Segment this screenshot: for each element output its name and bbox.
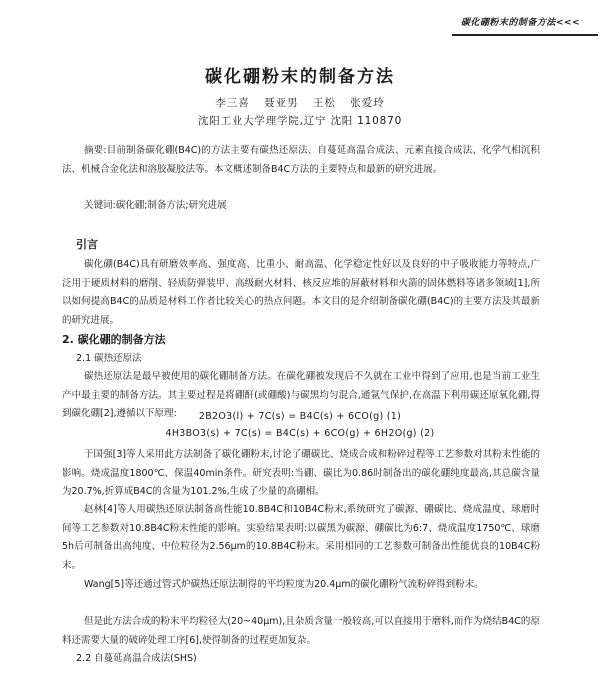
article-authors: 李三喜 聂亚男 王松 张爱玲 xyxy=(215,97,385,109)
running-header: 碳化硼粉末的制备方法<<< xyxy=(460,18,580,28)
abstract-paragraph: 摘要:目前制备碳化硼(B4C)的方法主要有碳热还原法、自蔓延高温合成法、元素直接合成法、化学气相沉积法、机械合金化法和溶胶凝胶法等。本文概述制备B4C方法的主要特点和最新的研究进展。 xyxy=(62,145,540,175)
paragraph-yu: 于国强[3]等人采用此方法制备了碳化硼粉末,讨论了硼碳比、烧成合成和粉碎过程等工艺参数对其粉末性能的影响。烧成温度1800℃、保温40min条件。研究表明:当硼、碳比为0.86时制备出的碳化硼纯度最高,其总碳含量为20.7%,折算成B4C的含量为101.2%,生成了少量的高硼相。 xyxy=(62,449,540,497)
article-affiliation: 沈阳工业大学理学院,辽宁 沈阳 110870 xyxy=(197,115,403,127)
equation-1: 2B2O3(l) + 7C(s) = B4C(s) + 6CO(g) (1) xyxy=(198,411,402,422)
methods-heading: 2. 碳化硼的制备方法 xyxy=(62,333,166,346)
intro-heading: 引言 xyxy=(76,238,98,251)
keywords-line: 关键词:碳化硼;制备方法;研究进展 xyxy=(84,200,227,211)
equation-2: 4H3BO3(s) + 7C(s) = B4C(s) + 6CO(g) + 6H2O(g) (2) xyxy=(165,428,435,439)
carbothermal-paragraph: 碳热还原法是最早被使用的碳化硼制备方法。在碳化硼被发现后不久就在工业中得到了应用,也是当前工业生产中最主要的制备方法。其主要过程是将硼酐(或硼酸)与碳黑均匀混合,通氩气保护,在高温下利用碳还原氧化硼,得到碳化硼[2],遵循以下原理: xyxy=(62,371,540,419)
subsection-heading-shs: 2.2 自蔓延高温合成法(SHS) xyxy=(76,653,197,664)
article-title: 碳化硼粉末的制备方法 xyxy=(205,67,395,87)
paragraph-wang: Wang[5]等还通过管式炉碳热还原法制得的平均粒度为20.4μm的碳化硼粉气流粉碎得到粉末。 xyxy=(84,579,484,590)
paragraph-zhao: 赵林[4]等人用碳热还原法制备高性能10.8B4C和10B4C粉末,系统研究了碳源、硼碳比、烧成温度、球磨时间等工艺参数对10.8B4C粉末性能的影响。实验结果表明:以碳黑为碳源、硼碳比为6:7、烧成温度1750℃、球磨5h后可制备出高纯度、中位粒径为2.56μm的10.8B4C粉末。采用相同的工艺参数可制备出性能优良的10B4C粉末。 xyxy=(62,504,540,571)
header-rule xyxy=(452,34,598,36)
subsection-heading-carbothermal: 2.1 碳热还原法 xyxy=(76,353,142,364)
intro-paragraph: 碳化硼(B4C)具有研磨效率高、强度高、比重小、耐高温、化学稳定性好以及良好的中子吸收能力等特点,广泛用于硬质材料的磨削、轻质防弹装甲、高级耐火材料、核反应堆的屏蔽材料和火箭的固体燃料等诸多领域[1],所以如何提高B4C的品质是材料工作者比较关心的热点问题。本文目的是介绍制备碳化硼(B4C)的主要方法及其最新的研究进展。 xyxy=(62,259,540,326)
paragraph-limitation: 但是此方法合成的粉末平均粒径大(20~40μm),且杂质含量一般较高,可以直接用于磨料,而作为烧结B4C的原料还需要大量的破碎处理工序[6],使得制备的过程更加复杂。 xyxy=(62,616,540,646)
